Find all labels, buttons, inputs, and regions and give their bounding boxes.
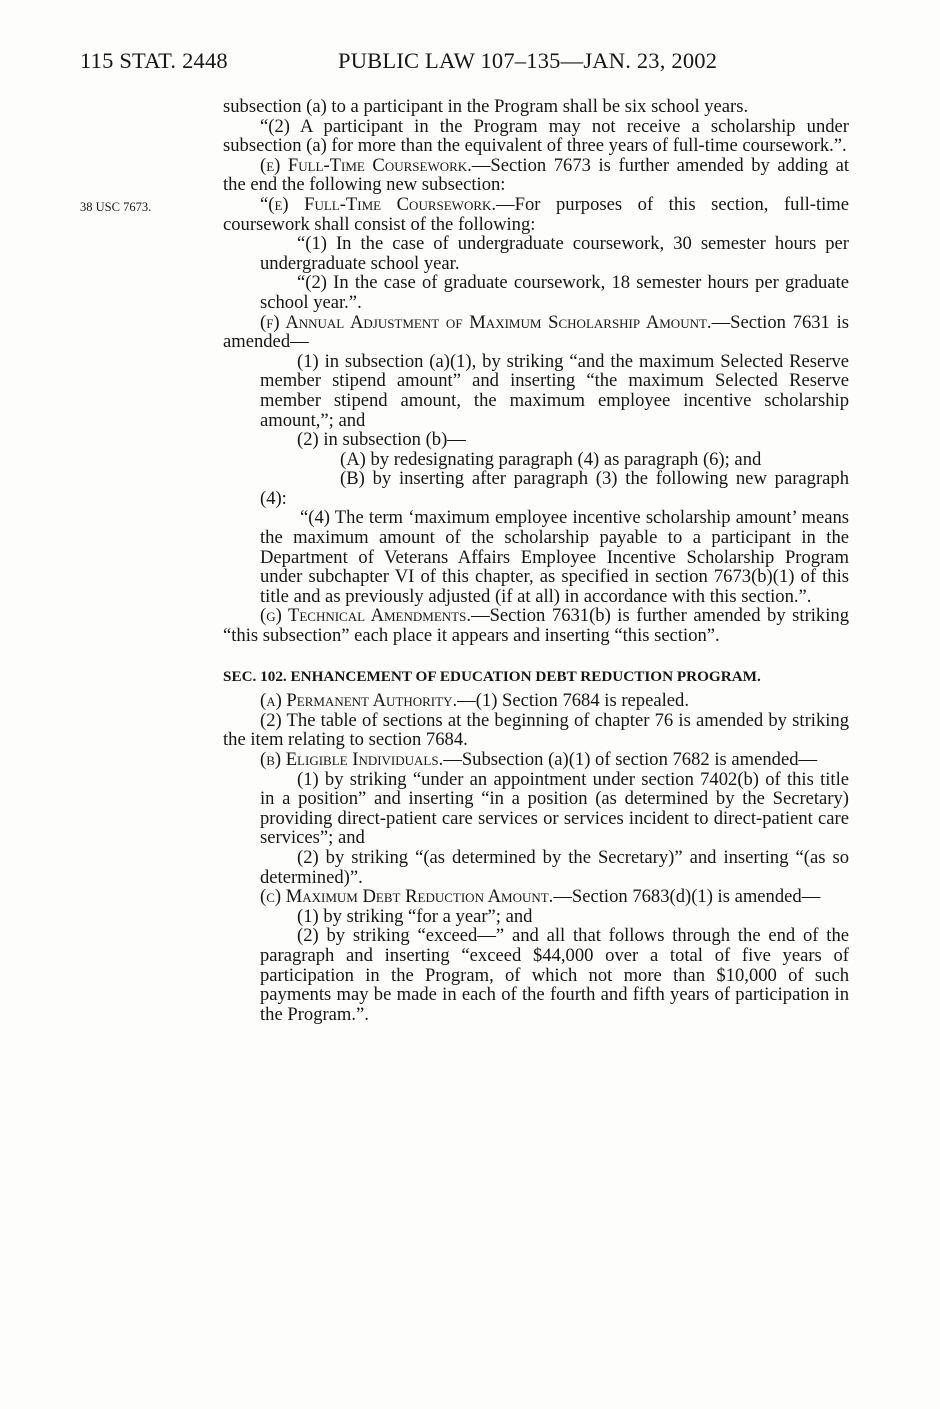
paragraph: (1) in subsection (a)(1), by striking “and the maximum Selected Reserve member stipend amount” and inserting “the maximum Selected Reserve member stipend amount, the maximum employee incentive scholarship amount,”; and <box>260 350 849 431</box>
section-heading: SEC. 102. ENHANCEMENT OF EDUCATION DEBT REDUCTION PROGRAM. <box>223 667 761 685</box>
paragraph: (2) by striking “(as determined by the Secretary)” and inserting “(as so determined)”. <box>260 846 849 888</box>
paragraph: “(2) In the case of graduate coursework, 18 semester hours per graduate school year.”. <box>260 272 849 313</box>
paragraph: subsection (a) to a participant in the Program shall be six school years. <box>223 96 749 117</box>
paragraph: “(2) A participant in the Program may not receive a scholarship under subsection (a) for more than the equivalent of three years of full-time coursework.”. <box>223 115 849 157</box>
paragraph-quoted-definition: “(4) The term ‘maximum employee incentive scholarship amount’ means the maximum amount of the scholarship payable to a participant in the Department of Veterans Affairs Employee Incentive Scholarship Program under subchapter VI of this chapter, as specified in section 7673(b)(1) of this title and as previously adjusted (if at all) in accordance with this section.”. <box>260 507 849 607</box>
paragraph-full-time-coursework: (e) Full-Time Coursework.—Section 7673 is further amended by adding at the end the following new subsection: <box>223 154 849 196</box>
paragraph-maximum-debt-reduction: (c) Maximum Debt Reduction Amount.—Section 7683(d)(1) is amended— <box>260 886 821 908</box>
section-caption: (e) Full-Time Coursework. <box>260 154 472 176</box>
paragraph: (A) by redesignating paragraph (4) as paragraph (6); and <box>340 448 762 470</box>
section-caption: (f) Annual Adjustment of Maximum Scholarship Amount. <box>260 311 712 333</box>
paragraph-annual-adjustment: (f) Annual Adjustment of Maximum Scholarship Amount.—Section 7631 is amended— <box>223 311 849 353</box>
section-caption: (b) Eligible Individuals. <box>260 749 444 770</box>
public-law-title: PUBLIC LAW 107–135—JAN. 23, 2002 <box>338 48 718 73</box>
margin-citation: 38 USC 7673. <box>80 200 152 214</box>
paragraph: (B) by inserting after paragraph (3) the following new paragraph (4): <box>260 468 849 509</box>
section-caption: (g) Technical Amendments. <box>260 605 471 627</box>
paragraph: “(1) In the case of undergraduate coursework, 30 semester hours per undergraduate school year. <box>260 233 849 274</box>
paragraph: “(e) Full-Time Coursework.—For purposes of this section, full-time coursework shall consist of the following: <box>223 193 850 235</box>
paragraph: (2) The table of sections at the beginning of chapter 76 is amended by striking the item relating to section 7684. <box>223 709 849 751</box>
paragraph: (1) by striking “under an appointment under section 7402(b) of this title in a position” and inserting “in a position (as determined by the Secretary) providing direct-patient care services or services incident to direct-patient care services”; and <box>260 768 849 849</box>
paragraph-eligible-individuals: (b) Eligible Individuals.—Subsection (a)(1) of section 7682 is amended— <box>260 749 818 770</box>
statute-page-number: 115 STAT. 2448 <box>80 48 228 73</box>
running-header <box>80 48 850 88</box>
paragraph-permanent-authority: (a) Permanent Authority.—(1) Section 7684 is repealed. <box>260 690 689 712</box>
paragraph: (1) by striking “for a year”; and <box>297 905 533 927</box>
paragraph: (2) in subsection (b)— <box>297 429 466 451</box>
paragraph-technical-amendments: (g) Technical Amendments.—Section 7631(b) is further amended by striking “this subsection” each place it appears and inserting “this section”. <box>223 605 849 647</box>
section-caption: “(e) Full-Time Coursework. <box>260 193 497 215</box>
document-body <box>223 97 849 1024</box>
paragraph: (2) by striking “exceed—” and all that follows through the end of the paragraph and inserting “exceed $44,000 over a total of five years of participation in the Program, of which not more than $10,000 of such payments may be made in each of the fourth and fifth years of participation in the Program.”. <box>260 925 849 1025</box>
section-caption: (c) Maximum Debt Reduction Amount. <box>260 886 554 908</box>
section-caption: (a) Permanent Authority. <box>260 690 458 712</box>
